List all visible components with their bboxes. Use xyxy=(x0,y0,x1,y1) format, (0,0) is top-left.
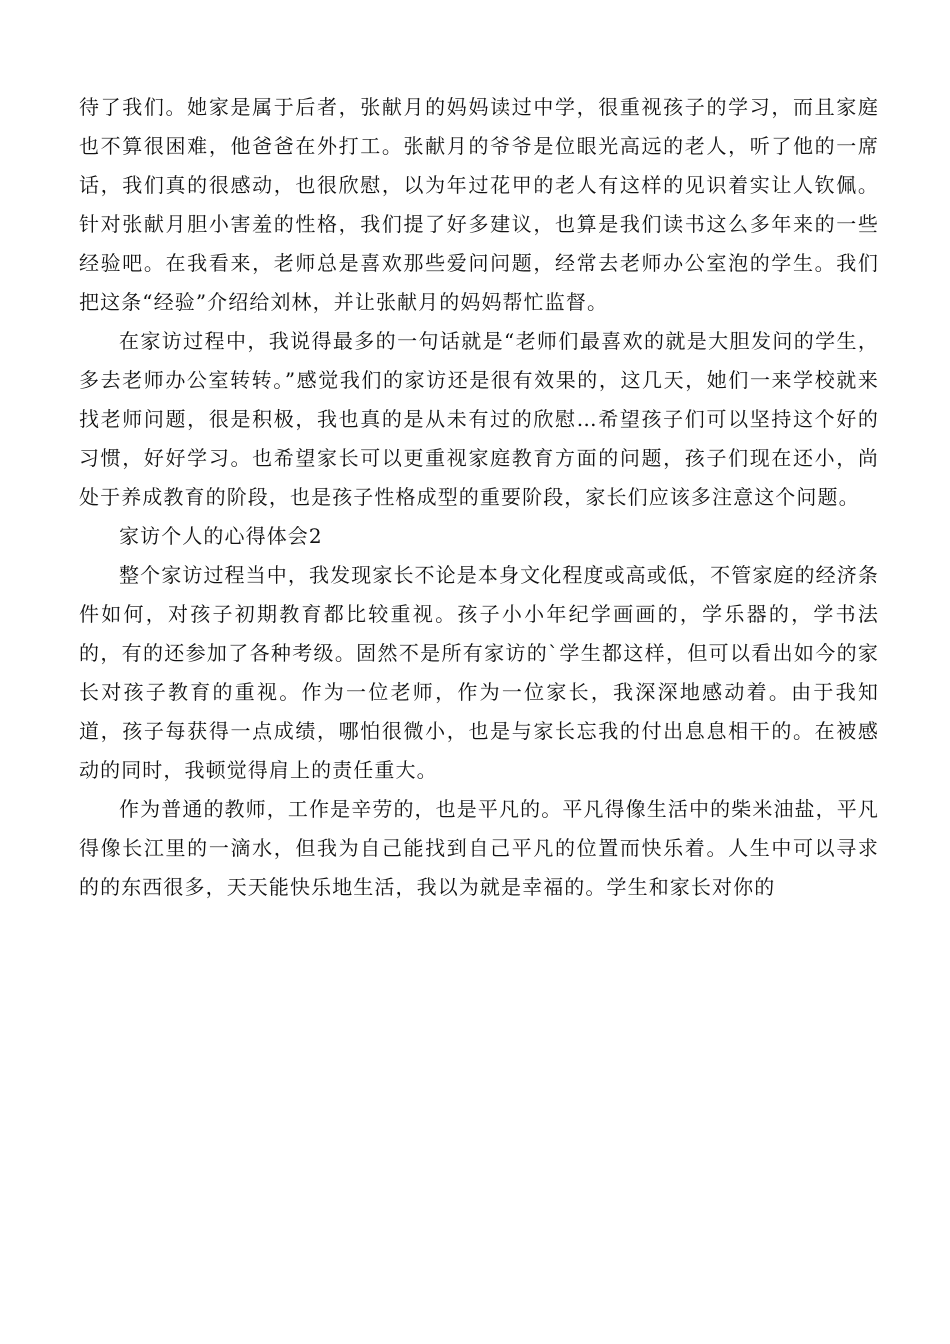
paragraph-ordinary-teacher: 作为普通的教师，工作是辛劳的，也是平凡的。平凡得像生活中的柴米油盐，平凡得像长江里的一滴水，但我为自己能找到自己平凡的位置而快乐着。人生中可以寻求的的东西很多，天天能快乐地生活，我以为就是幸福的。学生和家长对你的 xyxy=(79,797,879,899)
document-body xyxy=(79,88,879,907)
paragraph-home-visit-reflection: 在家访过程中，我说得最多的一句话就是“老师们最喜欢的就是大胆发问的学生，多去老师办公室转转。”感觉我们的家访还是很有效果的，这几天，她们一来学校就来找老师问题，很是积极，我也真的是从未有过的欣慰…希望孩子们可以坚持这个好的习惯，好好学习。也希望家长可以更重视家庭教育方面的问题，孩子们现在还小，尚处于养成教育的阶段，也是孩子性格成型的重要阶段，家长们应该多注意这个问题。 xyxy=(79,329,879,509)
section-heading: 家访个人的心得体会2 xyxy=(119,524,323,548)
paragraph-continuation: 待了我们。她家是属于后者，张献月的妈妈读过中学，很重视孩子的学习，而且家庭也不算很困难，他爸爸在外打工。张献月的爷爷是位眼光高远的老人，听了他的一席话，我们真的很感动，也很欣慰，以为年过花甲的老人有这样的见识着实让人钦佩。针对张献月胆小害羞的性格，我们提了好多建议，也算是我们读书这么多年来的一些经验吧。在我看来，老师总是喜欢那些爱问问题，经常去老师办公室泡的学生。我们把这条“经验”介绍给刘林，并让张献月的妈妈帮忙监督。 xyxy=(79,95,879,314)
paragraph-parents-attitude: 整个家访过程当中，我发现家长不论是本身文化程度或高或低，不管家庭的经济条件如何，对孩子初期教育都比较重视。孩子小小年纪学画画的，学乐器的，学书法的，有的还参加了各种考级。固然不是所有家访的`学生都这样，但可以看出如今的家长对孩子教育的重视。作为一位老师，作为一位家长，我深深地感动着。由于我知道，孩子每获得一点成绩，哪怕很微小，也是与家长忘我的付出息息相干的。在被感动的同时，我顿觉得肩上的责任重大。 xyxy=(79,563,879,782)
